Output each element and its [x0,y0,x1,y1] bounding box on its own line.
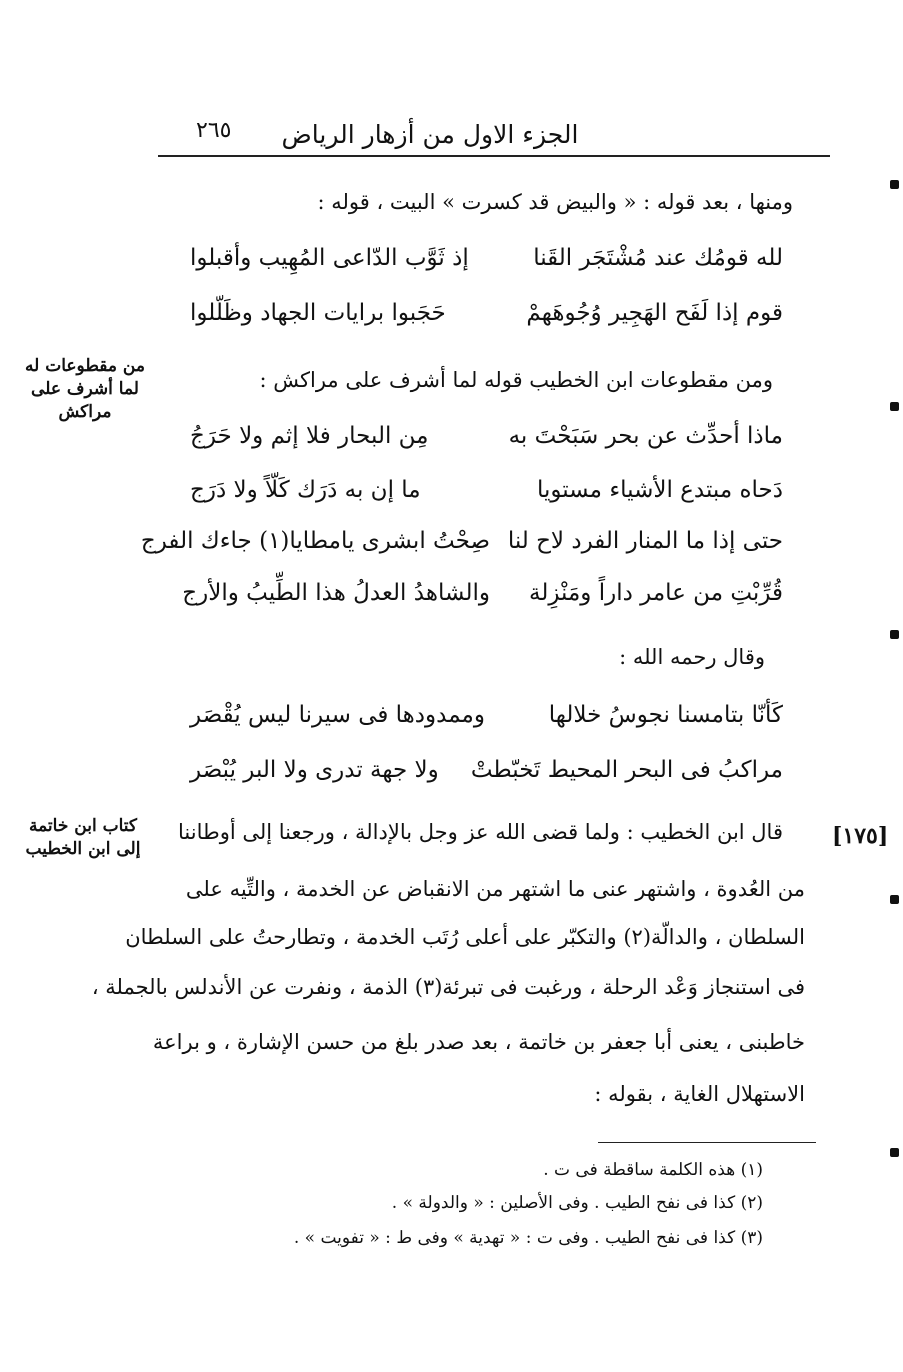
poem3-verse2-left: ولا جهة تدرى ولا البر يُبْصَر [190,757,439,783]
paragraph-line-5: خاطبنى ، يعنى أبا جعفر بن خاتمة ، بعد صدر بلغ من حسن الإشارة ، و براعة [152,1030,805,1054]
paragraph-line-6: الاستهلال الغاية ، بقوله : [594,1082,805,1106]
poem1-verse1-right: لله قومُك عند مُشْتَجَر القَنا [533,245,783,271]
poem2-verse3-right: حتى إذا ما المنار الفرد لاح لنا [507,528,783,554]
poem3-verse1-left: وممدودها فى سيرنا ليس يُقْصَر [190,702,485,728]
header-rule [158,155,830,157]
intro-line-1: ومنها ، بعد قوله : « والبيض قد كسرت » البيت ، قوله : [317,190,793,214]
intro-line-3: وقال رحمه الله : [619,645,765,669]
binding-mark [890,180,899,189]
poem2-verse3-left: صِحْتُ ابشرى يامطايا(١) جاءك الفرج [140,528,490,554]
intro-line-2: ومن مقطوعات ابن الخطيب قوله لما أشرف على مراكش : [259,368,773,392]
paragraph-line-1: قال ابن الخطيب : ولما قضى الله عز وجل بالإدالة ، ورجعنا إلى أوطاننا [178,820,783,844]
running-header-title: الجزء الاول من أزهار الرياض [281,120,579,149]
poem3-verse2-right: مراكبُ فى البحر المحيط تَخبّطتْ [470,757,783,783]
paragraph-line-3: السلطان ، والدالّة(٢) والتكبّر على أعلى رُتَب الخدمة ، وتطارحتُ على السلطان [125,925,805,949]
poem2-verse2-right: دَحاه مبتدع الأشياء مستويا [536,477,783,503]
poem1-verse1-left: إذ ثَوَّب الدّاعى المُهِيب وأقبلوا [190,245,469,271]
paragraph-line-4: فى استنجاز وَعْد الرحلة ، ورغبت فى تبرئة(٣) الذمة ، ونفرت عن الأندلس بالجملة ، [91,975,805,999]
binding-mark [890,895,899,904]
poem2-verse4-left: والشاهدُ العدلُ هذا الطِّيبُ والأرج [182,580,490,606]
poem2-verse1-left: مِن البحار فلا إثم ولا حَرَجُ [190,423,429,449]
page-number: ٢٦٥ [196,118,232,143]
poem2-verse4-right: قُرِّبْتِ من عامر داراً ومَنْزِلة [528,580,783,606]
binding-mark [890,1148,899,1157]
binding-mark [890,630,899,639]
paragraph-line-2: من العُدوة ، واشتهر عنى ما اشتهر من الانقباض عن الخدمة ، والتِّيه على [185,877,805,901]
section-number: [١٧٥] [832,823,889,849]
footnote-rule [598,1142,816,1143]
binding-mark [890,402,899,411]
poem1-verse2-right: قوم إذا لَفَح الهَجِير وُجُوهَهمْ [526,300,783,326]
poem2-verse1-right: ماذا أحدِّث عن بحر سَبَحْتَ به [508,423,783,449]
footnote-3: (٣) كذا فى نفح الطيب . وفى ت : « تهدية » وفى ط : « تفويت » . [293,1228,763,1248]
margin-note-marrakesh: من مقطوعات له لما أشرف على مراكش [25,356,145,422]
footnote-2: (٢) كذا فى نفح الطيب . وفى الأصلين : « والدولة » . [391,1193,763,1213]
footnote-1: (١) هذه الكلمة ساقطة فى ت . [543,1160,763,1180]
margin-note-ibn-khatima: كتاب ابن خاتمة إلى ابن الخطيب [25,816,141,859]
poem1-verse2-left: حَجَبوا برايات الجهاد وظَلّلوا [190,300,446,326]
poem3-verse1-right: كَأنّا بتامسنا نجوسُ خلالها [548,702,783,728]
poem2-verse2-left: ما إن به دَرَك كَلّاً ولا دَرَج [190,477,421,503]
